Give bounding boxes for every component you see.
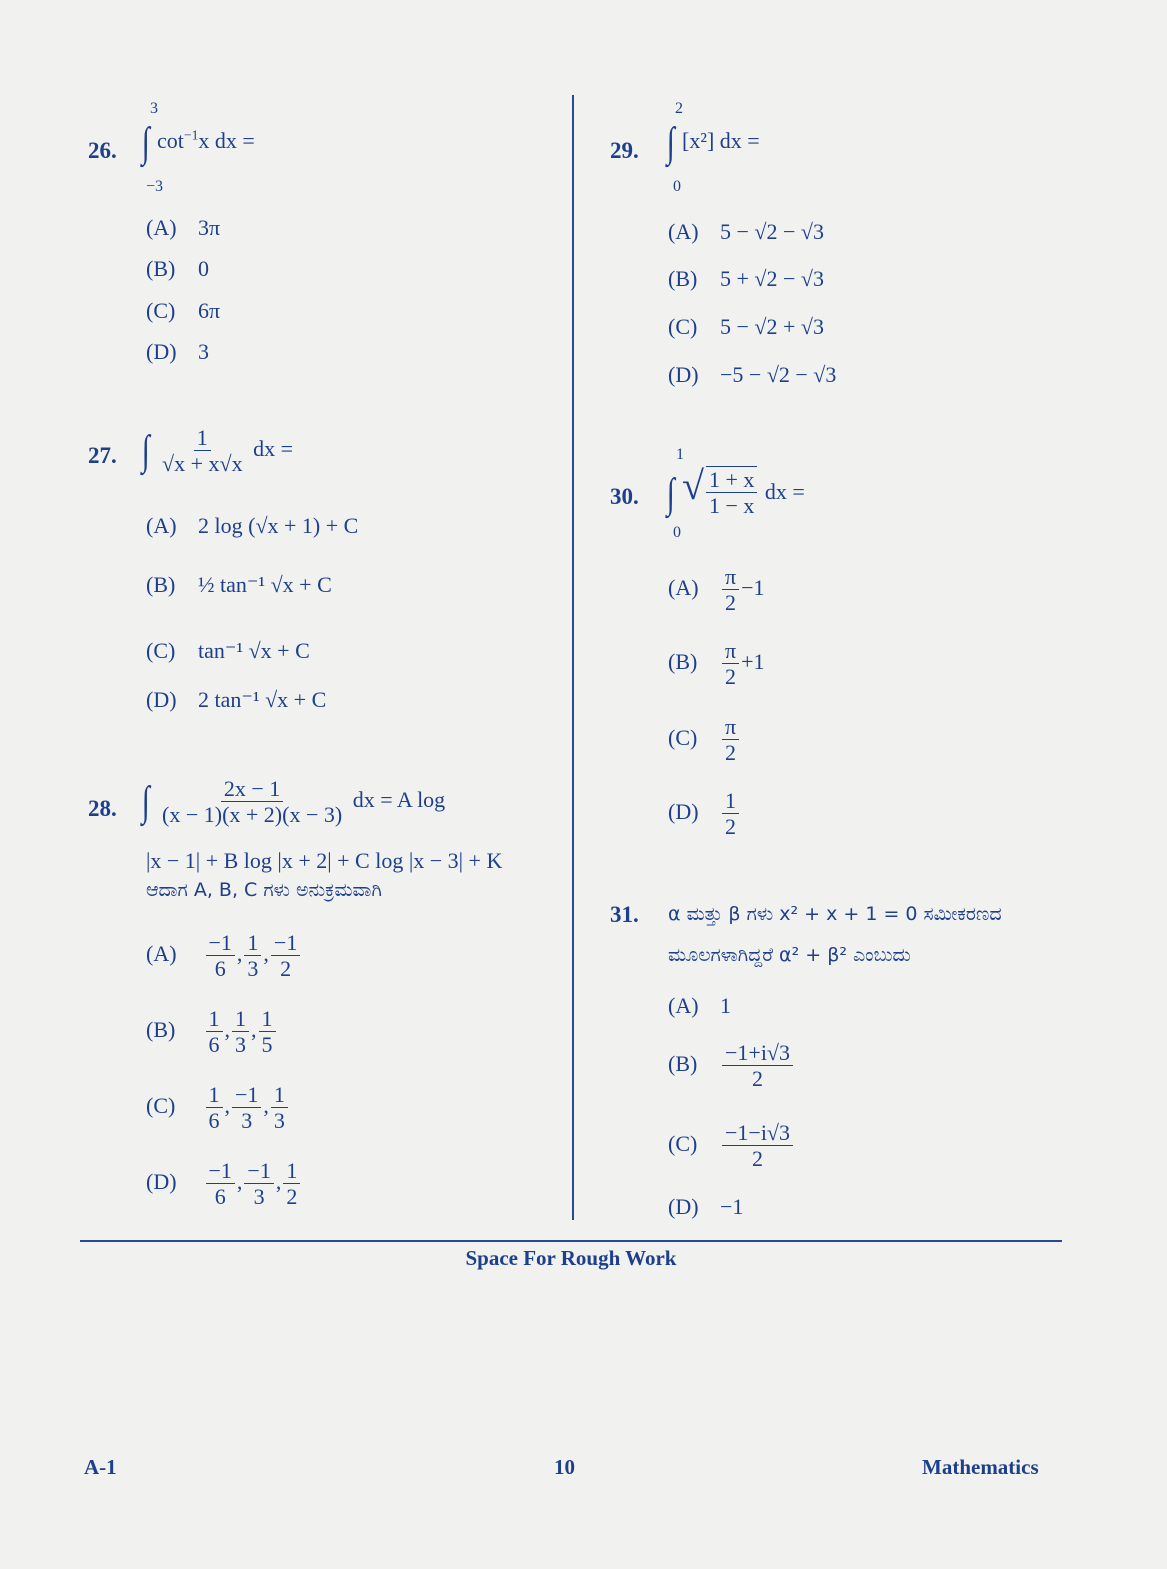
q27-option-d[interactable]: (D) 2 tan⁻¹ √x + C (146, 687, 327, 712)
q29-option-d[interactable]: (D) −5 − √2 − √3 (668, 362, 837, 387)
integral-sign: ∫ (141, 778, 150, 825)
integral-sign: ∫ (141, 427, 150, 474)
question-31-number: 31. (610, 902, 639, 927)
q26-option-b[interactable]: (B) 0 (146, 256, 209, 281)
q31-option-d[interactable]: (D) −1 (668, 1194, 744, 1219)
q27-expression: ∫ $\frac{1}{√x + x√x}$ dx = (141, 425, 293, 477)
question-26-number: 26. (88, 138, 117, 163)
q26-option-d[interactable]: (D) 3 (146, 339, 209, 364)
rough-work-divider (80, 1240, 1062, 1242)
q30-option-a[interactable]: (A) $\frac{\pi}{2}$ −1 (668, 564, 765, 616)
q26-lower-limit: −3 (146, 178, 164, 195)
footer-code: A-1 (84, 1455, 117, 1479)
question-28-number: 28. (88, 796, 117, 821)
q30-upper-limit: 1 (676, 446, 684, 463)
question-29-number: 29. (610, 138, 639, 163)
q29-option-b[interactable]: (B) 5 + √2 − √3 (668, 266, 824, 291)
q28-option-c[interactable]: (C) $\frac{1}{6}$ , $\frac{-1}{3}$ , $\frac{1}{3}$ (146, 1082, 290, 1134)
q31-line-1: α ಮತ್ತು β ಗಳು x² + x + 1 = 0 ಸಮೀಕರಣದ (668, 903, 1002, 925)
integral-sign: ∫ (141, 120, 150, 166)
q28-option-a[interactable]: (A) $\frac{-1}{6}$ , $\frac{1}{3}$ , $\frac{-1}{2}$ (146, 930, 302, 982)
q29-upper-limit: 2 (675, 100, 683, 117)
q30-expression: ∫ √ $\frac{1 + x}{1 - x}$ dx = (666, 463, 805, 519)
q28-option-b[interactable]: (B) $\frac{1}{6}$ , $\frac{1}{3}$ , $\frac{1}{5}$ (146, 1006, 278, 1058)
q30-option-c[interactable]: (C) $\frac{\pi}{2}$ (668, 714, 741, 766)
integral-sign: ∫ (666, 470, 675, 517)
question-27-number: 27. (88, 443, 117, 468)
column-divider (572, 95, 574, 1220)
q27-option-a[interactable]: (A) 2 log (√x + 1) + C (146, 513, 359, 538)
integral-sign: ∫ (666, 120, 675, 166)
q27-option-b[interactable]: (B) ½ tan⁻¹ √x + C (146, 572, 332, 597)
q28-fraction: $\frac{2x - 1}{(x - 1)(x + 2)(x - 3)}$ (162, 776, 343, 828)
rough-work-label: Space For Rough Work (465, 1246, 677, 1270)
q28-line-3: ಆದಾಗ A, B, C ಗಳು ಅನುಕ್ರಮವಾಗಿ (146, 879, 382, 901)
q26-upper-limit: 3 (150, 100, 158, 117)
q28-expression: ∫ $\frac{2x - 1}{(x - 1)(x + 2)(x - 3)}$ dx = A log (141, 776, 446, 828)
q26-option-c[interactable]: (C) 6π (146, 298, 221, 323)
q29-option-c[interactable]: (C) 5 − √2 + √3 (668, 314, 824, 339)
q30-sqrt: √ $\frac{1 + x}{1 - x}$ (682, 466, 759, 519)
q27-option-c[interactable]: (C) tan⁻¹ √x + C (146, 638, 310, 663)
q31-line-2: ಮೂಲಗಳಾಗಿದ್ದರೆ α² + β² ಎಂಬುದು (668, 944, 911, 966)
q28-option-d[interactable]: (D) $\frac{-1}{6}$ , $\frac{-1}{3}$ , $\frac{1}{2}$ (146, 1158, 302, 1210)
q27-fraction: $\frac{1}{√x + x√x}$ (162, 425, 243, 477)
q28-line-2: |x − 1| + B log |x + 2| + C log |x − 3| + K (146, 848, 503, 873)
q30-option-b[interactable]: (B) $\frac{\pi}{2}$ +1 (668, 638, 765, 690)
q26-expression: ∫ $\cot^{-1}x$ dx = (141, 120, 255, 166)
q26-option-a[interactable]: (A) 3π (146, 215, 221, 240)
q29-option-a[interactable]: (A) 5 − √2 − √3 (668, 219, 824, 244)
q29-expression: ∫ [x²] dx = (666, 120, 760, 166)
q30-option-d[interactable]: (D) $\frac{1}{2}$ (668, 788, 741, 840)
question-30-number: 30. (610, 484, 639, 509)
q31-option-c[interactable]: (C) $\frac{-1-i√3}{2}$ (668, 1120, 795, 1172)
q31-option-b[interactable]: (B) $\frac{-1+i√3}{2}$ (668, 1040, 795, 1092)
page-number: 10 (554, 1455, 575, 1479)
footer-subject: Mathematics (922, 1455, 1039, 1479)
q31-option-a[interactable]: (A) 1 (668, 993, 731, 1018)
q29-lower-limit: 0 (673, 178, 681, 195)
q30-lower-limit: 0 (673, 524, 681, 541)
